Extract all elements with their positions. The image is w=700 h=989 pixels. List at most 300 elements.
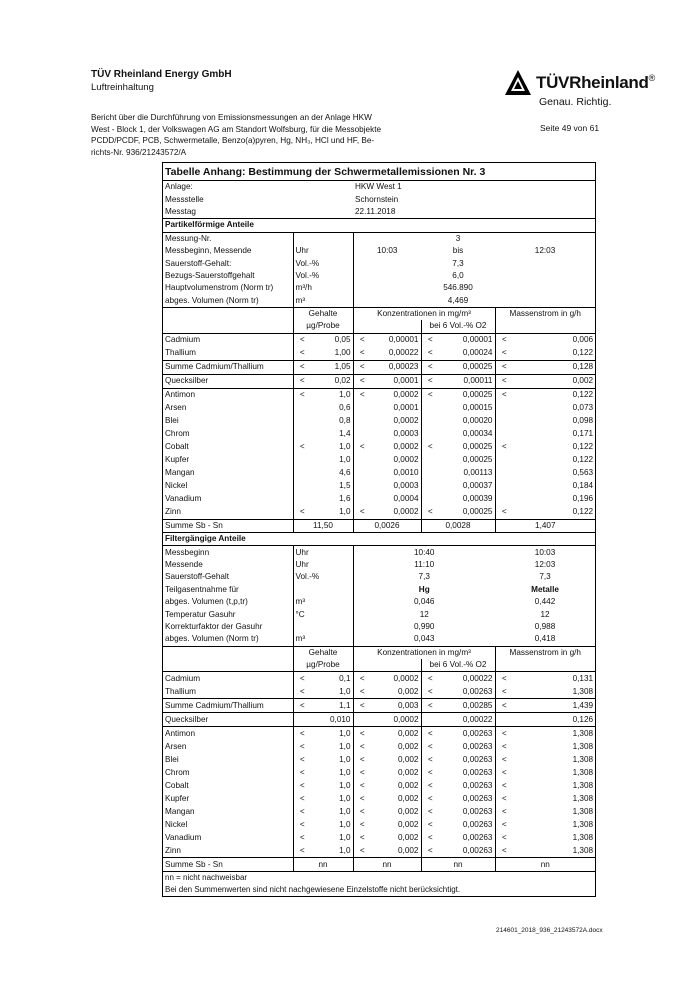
parameter-value-end bbox=[495, 295, 595, 308]
content-value: 1,0 bbox=[339, 455, 351, 465]
conc-ref-prefix: < bbox=[421, 818, 439, 831]
parameter-unit: Uhr bbox=[293, 559, 353, 571]
mass-prefix bbox=[495, 467, 513, 480]
substance-name: Quecksilber bbox=[163, 713, 293, 727]
content-value: 4,6 bbox=[339, 468, 351, 478]
table-row bbox=[163, 480, 595, 493]
conc-value: 0,002 bbox=[398, 819, 419, 829]
mass-value: 0,006 bbox=[513, 333, 595, 347]
conc-value: 0,0001 bbox=[371, 374, 421, 388]
sum-label: Summe Sb - Sn bbox=[163, 858, 293, 871]
content-value: 1,1 bbox=[311, 699, 353, 713]
conc-ref-value: 0,00015 bbox=[462, 403, 493, 413]
mass-value: 1,308 bbox=[572, 819, 594, 829]
parameter-row bbox=[163, 596, 595, 608]
substance-name: Zinn bbox=[165, 845, 181, 855]
substance-name: Blei bbox=[165, 754, 179, 764]
conc-value: 0,002 bbox=[398, 767, 419, 777]
table-row bbox=[163, 685, 595, 699]
sum-content: nn bbox=[293, 858, 353, 871]
mass-prefix bbox=[495, 480, 513, 493]
conc-prefix bbox=[353, 713, 371, 727]
conc-ref-prefix: < bbox=[421, 441, 439, 454]
parameter-value-metals: 0,988 bbox=[534, 622, 556, 631]
header-content: Gehalte bbox=[293, 307, 353, 320]
conc-value: 0,002 bbox=[398, 793, 419, 803]
triangle-logo-icon bbox=[503, 68, 533, 98]
conc-ref-prefix: < bbox=[421, 388, 439, 402]
conc-ref-prefix bbox=[421, 402, 439, 415]
info-value: 22.11.2018 bbox=[355, 206, 396, 216]
header-concentration: Konzentrationen in mg/m³ bbox=[353, 646, 495, 659]
conc-value: 0,002 bbox=[398, 832, 419, 842]
conc-value: 0,002 bbox=[371, 727, 421, 741]
conc-ref-prefix: < bbox=[421, 779, 439, 792]
note-row bbox=[163, 871, 595, 884]
content-prefix: < bbox=[293, 347, 311, 361]
parameter-row bbox=[163, 559, 595, 571]
parameter-value-start: 10:03 bbox=[353, 245, 421, 257]
column-header-row bbox=[163, 646, 595, 659]
content-value: 1,6 bbox=[339, 494, 351, 504]
substance-name: Thallium bbox=[165, 348, 196, 358]
info-value: HKW West 1 bbox=[355, 182, 402, 192]
substance-name: Vanadium bbox=[165, 832, 202, 842]
conc-ref-value: 0,00263 bbox=[439, 727, 495, 741]
conc-prefix: < bbox=[353, 347, 371, 361]
conc-ref-value: 0,00263 bbox=[462, 780, 493, 790]
mass-value: 0,122 bbox=[572, 455, 594, 465]
conc-value: 0,0003 bbox=[393, 481, 419, 491]
parameter-label: Messung-Nr. bbox=[165, 233, 212, 243]
mass-prefix: < bbox=[495, 792, 513, 805]
content-value: 1,0 bbox=[339, 793, 351, 803]
parameter-value: 7,3 bbox=[452, 258, 464, 268]
substance-name: Mangan bbox=[165, 468, 195, 478]
parameter-unit: m³ bbox=[293, 633, 353, 646]
conc-ref-prefix: < bbox=[421, 844, 439, 858]
parameter-value-hg: 7,3 bbox=[353, 571, 495, 583]
conc-prefix: < bbox=[353, 333, 371, 347]
parameter-row bbox=[163, 546, 595, 559]
conc-ref-value: 0,00024 bbox=[462, 348, 493, 358]
parameter-row bbox=[163, 282, 595, 294]
mass-prefix: < bbox=[495, 347, 513, 361]
substance-name: Blei bbox=[165, 416, 179, 426]
parameter-value: 4,469 bbox=[447, 295, 469, 305]
content-prefix bbox=[293, 402, 311, 415]
conc-ref-prefix bbox=[421, 428, 439, 441]
info-row bbox=[163, 181, 595, 194]
parameter-value-hg: 0,990 bbox=[353, 621, 495, 633]
column-header-row bbox=[163, 659, 595, 672]
conc-prefix: < bbox=[353, 831, 371, 844]
parameter-label: Sauerstoff-Gehalt bbox=[165, 572, 230, 582]
conc-ref-value: 0,00263 bbox=[462, 741, 493, 751]
table-row bbox=[163, 805, 595, 818]
mass-value: 0,131 bbox=[513, 672, 595, 686]
conc-value: 0,00001 bbox=[371, 333, 421, 347]
parameter-value-start bbox=[353, 270, 421, 282]
mass-value: 1,308 bbox=[572, 780, 594, 790]
logo-slogan: Genau. Richtig. bbox=[539, 96, 612, 108]
substance-name: Quecksilber bbox=[163, 374, 293, 388]
file-footer: 214601_2018_936_21243572A.docx bbox=[496, 927, 603, 934]
section-heading: Filtergängige Anteile bbox=[163, 533, 595, 546]
mass-value: 0,196 bbox=[572, 494, 594, 504]
substance-name: Nickel bbox=[165, 819, 188, 829]
substance-name: Cadmium bbox=[163, 672, 293, 686]
mass-prefix: < bbox=[495, 388, 513, 402]
parameter-unit bbox=[293, 232, 353, 245]
conc-prefix bbox=[353, 493, 371, 506]
mass-prefix: < bbox=[495, 699, 513, 713]
substance-name: Arsen bbox=[165, 403, 187, 413]
mass-prefix: < bbox=[495, 805, 513, 818]
conc-prefix bbox=[353, 415, 371, 428]
parameter-label: Sauerstoff-Gehalt: bbox=[165, 258, 232, 268]
parameter-label: Temperatur Gasuhr bbox=[165, 609, 236, 619]
parameter-value-metals: 10:03 bbox=[534, 547, 556, 557]
mass-value: 1,308 bbox=[572, 832, 594, 842]
conc-ref-prefix: < bbox=[421, 766, 439, 779]
parameter-label: Hauptvolumenstrom (Norm tr) bbox=[165, 283, 274, 293]
conc-ref-prefix bbox=[421, 415, 439, 428]
parameter-label: Messende bbox=[165, 560, 203, 570]
table-row bbox=[163, 753, 595, 766]
content-prefix: < bbox=[293, 672, 311, 686]
table-row bbox=[163, 467, 595, 480]
parameter-row bbox=[163, 633, 595, 646]
content-value: 0,05 bbox=[311, 333, 353, 347]
sum-mass: nn bbox=[495, 858, 595, 871]
report-line: West - Block 1, der Volkswagen AG am Standort Wolfsburg, für die Messobjekte bbox=[91, 124, 382, 134]
conc-value: 0,002 bbox=[398, 806, 419, 816]
content-prefix: < bbox=[293, 333, 311, 347]
conc-ref-value: 0,00034 bbox=[462, 429, 493, 439]
table-row bbox=[163, 844, 595, 858]
company-name: TÜV Rheinland Energy GmbH bbox=[91, 69, 232, 80]
content-prefix bbox=[293, 493, 311, 506]
parameter-value: 3 bbox=[455, 233, 461, 243]
note-row bbox=[163, 884, 595, 896]
parameter-label: abges. Volumen (t,p,tr) bbox=[165, 597, 248, 607]
conc-value: 0,0002 bbox=[393, 507, 419, 517]
conc-ref-value: 0,00025 bbox=[462, 442, 493, 452]
mass-value: 1,308 bbox=[572, 793, 594, 803]
header-blank bbox=[163, 307, 293, 320]
conc-ref-value: 0,00011 bbox=[439, 374, 495, 388]
parameter-value-end bbox=[495, 257, 595, 269]
substance-name: Cadmium bbox=[163, 333, 293, 347]
mass-value: 0,122 bbox=[572, 348, 594, 358]
content-value: 0,010 bbox=[311, 713, 353, 727]
table-row bbox=[163, 766, 595, 779]
parameter-row bbox=[163, 571, 595, 583]
header-content-unit: µg/Probe bbox=[293, 659, 353, 672]
conc-value: 0,0002 bbox=[393, 455, 419, 465]
table-row bbox=[163, 441, 595, 454]
content-prefix: < bbox=[293, 740, 311, 753]
sum-conc-ref: 0,0028 bbox=[421, 519, 495, 532]
header-concentration-ref: bei 6 Vol.-% O2 bbox=[421, 320, 495, 333]
parameter-row bbox=[163, 257, 595, 269]
parameter-value-metals: Metalle bbox=[531, 584, 559, 594]
substance-name: Summe Cadmium/Thallium bbox=[163, 699, 293, 713]
section-heading-row bbox=[163, 533, 595, 546]
content-value: 0,8 bbox=[339, 416, 351, 426]
conc-prefix bbox=[353, 428, 371, 441]
conc-ref-prefix: < bbox=[421, 727, 439, 741]
logo-brand: TÜVRheinland® bbox=[536, 73, 655, 92]
parameter-unit: m³ bbox=[293, 295, 353, 308]
parameter-label: Messbeginn, Messende bbox=[165, 246, 252, 256]
parameter-value-hg: 10:40 bbox=[353, 546, 495, 559]
parameter-unit bbox=[293, 621, 353, 633]
mass-prefix bbox=[495, 493, 513, 506]
conc-prefix bbox=[353, 467, 371, 480]
conc-prefix: < bbox=[353, 779, 371, 792]
table-row bbox=[163, 374, 595, 388]
substance-name: Summe Cadmium/Thallium bbox=[163, 360, 293, 374]
content-prefix: < bbox=[293, 818, 311, 831]
conc-prefix bbox=[353, 454, 371, 467]
parameter-value-metals: 0,418 bbox=[534, 634, 556, 644]
conc-ref-prefix: < bbox=[421, 740, 439, 753]
header-concentration-ref: bei 6 Vol.-% O2 bbox=[421, 659, 495, 672]
mass-prefix: < bbox=[495, 844, 513, 858]
content-prefix: < bbox=[293, 727, 311, 741]
conc-ref-value: 0,00263 bbox=[462, 754, 493, 764]
column-header-row bbox=[163, 307, 595, 320]
conc-ref-value: 0,00022 bbox=[439, 713, 495, 727]
conc-ref-prefix: < bbox=[421, 792, 439, 805]
content-value: 1,0 bbox=[339, 806, 351, 816]
mass-value: 1,308 bbox=[572, 754, 594, 764]
sum-conc-ref: nn bbox=[421, 858, 495, 871]
content-value: 1,0 bbox=[339, 767, 351, 777]
parameter-value-end bbox=[495, 232, 595, 245]
parameter-row bbox=[163, 232, 595, 245]
conc-ref-prefix: < bbox=[421, 753, 439, 766]
table-row bbox=[163, 333, 595, 347]
sum-content: 11,50 bbox=[293, 519, 353, 532]
mass-prefix: < bbox=[495, 766, 513, 779]
mass-value: 0,128 bbox=[513, 360, 595, 374]
table-row bbox=[163, 699, 595, 713]
conc-ref-value: 0,00263 bbox=[462, 845, 493, 855]
parameter-value-metals: 7,3 bbox=[539, 572, 551, 582]
content-value: 1,0 bbox=[339, 442, 351, 452]
conc-value: 0,0002 bbox=[393, 416, 419, 426]
conc-value: 0,002 bbox=[398, 686, 419, 696]
content-prefix: < bbox=[293, 805, 311, 818]
conc-value: 0,0004 bbox=[393, 494, 419, 504]
report-description bbox=[91, 112, 451, 158]
table-title: Tabelle Anhang: Bestimmung der Schwermetallemissionen Nr. 3 bbox=[163, 163, 595, 181]
results-table bbox=[163, 163, 595, 896]
content-prefix bbox=[293, 480, 311, 493]
conc-ref-prefix bbox=[421, 454, 439, 467]
parameter-unit bbox=[293, 584, 353, 596]
table-row bbox=[163, 506, 595, 520]
content-value: 1,0 bbox=[339, 819, 351, 829]
sum-row bbox=[163, 519, 595, 532]
conc-ref-prefix bbox=[421, 467, 439, 480]
report-line: richts-Nr. 936/21243572/A bbox=[91, 147, 187, 157]
sum-mass: 1,407 bbox=[495, 519, 595, 532]
substance-name: Cobalt bbox=[165, 442, 189, 452]
conc-ref-value: 0,00025 bbox=[439, 360, 495, 374]
header-blank bbox=[163, 646, 293, 659]
content-prefix: < bbox=[293, 766, 311, 779]
header-blank bbox=[353, 659, 421, 672]
conc-ref-value: 0,00025 bbox=[462, 507, 493, 517]
parameter-value-hg: 0,043 bbox=[353, 633, 495, 646]
mass-value: 0,002 bbox=[513, 374, 595, 388]
conc-ref-value: 0,00113 bbox=[463, 468, 493, 478]
section-heading-row bbox=[163, 219, 595, 232]
content-value: 1,0 bbox=[339, 741, 351, 751]
mass-prefix: < bbox=[495, 374, 513, 388]
parameter-value: bis bbox=[452, 246, 464, 256]
parameter-row bbox=[163, 245, 595, 257]
conc-value: 0,0001 bbox=[393, 403, 419, 413]
content-value: 0,6 bbox=[339, 403, 351, 413]
content-value: 0,1 bbox=[311, 672, 353, 686]
table-row bbox=[163, 415, 595, 428]
conc-ref-prefix: < bbox=[421, 831, 439, 844]
parameter-unit: °C bbox=[293, 608, 353, 620]
table-row bbox=[163, 360, 595, 374]
conc-prefix: < bbox=[353, 360, 371, 374]
conc-ref-value: 0,00020 bbox=[462, 416, 493, 426]
conc-prefix: < bbox=[353, 374, 371, 388]
conc-ref-value: 0,00263 bbox=[462, 793, 493, 803]
conc-prefix: < bbox=[353, 753, 371, 766]
content-value: 1,0 bbox=[311, 727, 353, 741]
conc-value: 0,002 bbox=[398, 741, 419, 751]
conc-value: 0,0010 bbox=[393, 468, 419, 478]
conc-value: 0,00023 bbox=[371, 360, 421, 374]
table-row bbox=[163, 818, 595, 831]
parameter-unit: Uhr bbox=[293, 546, 353, 559]
content-value: 1,5 bbox=[339, 481, 351, 491]
parameter-value-hg: Hg bbox=[353, 584, 495, 596]
substance-name: Nickel bbox=[165, 481, 188, 491]
conc-ref-prefix bbox=[421, 480, 439, 493]
header-mass-flow: Massenstrom in g/h bbox=[495, 646, 595, 659]
parameter-label: abges. Volumen (Norm tr) bbox=[165, 634, 259, 644]
parameter-row bbox=[163, 621, 595, 633]
content-value: 1,0 bbox=[339, 845, 351, 855]
parameter-label: abges. Volumen (Norm tr) bbox=[165, 295, 259, 305]
conc-value: 0,0003 bbox=[393, 429, 419, 439]
table-row bbox=[163, 347, 595, 361]
table-row bbox=[163, 402, 595, 415]
mass-value: 0,122 bbox=[572, 442, 594, 452]
parameter-unit: Vol.-% bbox=[293, 257, 353, 269]
info-row bbox=[163, 193, 595, 205]
mass-prefix: < bbox=[495, 818, 513, 831]
mass-prefix: < bbox=[495, 685, 513, 699]
conc-ref-prefix: < bbox=[421, 805, 439, 818]
mass-prefix: < bbox=[495, 672, 513, 686]
conc-ref-prefix bbox=[421, 713, 439, 727]
parameter-value: 546.890 bbox=[443, 283, 473, 293]
conc-prefix bbox=[353, 480, 371, 493]
conc-value: 0,002 bbox=[398, 780, 419, 790]
conc-ref-prefix: < bbox=[421, 506, 439, 520]
content-value: 1,0 bbox=[339, 832, 351, 842]
sum-label: Summe Sb - Sn bbox=[163, 519, 293, 532]
content-value: 1,0 bbox=[311, 388, 353, 402]
content-value: 0,02 bbox=[311, 374, 353, 388]
substance-name: Mangan bbox=[165, 806, 195, 816]
conc-ref-prefix: < bbox=[421, 685, 439, 699]
report-line: Bericht über die Durchführung von Emissionsmessungen an der Anlage HKW bbox=[91, 113, 372, 122]
conc-value: 0,0002 bbox=[393, 442, 419, 452]
table-title-row bbox=[163, 163, 595, 181]
conc-value: 0,00022 bbox=[388, 348, 419, 358]
conc-prefix: < bbox=[353, 844, 371, 858]
mass-prefix bbox=[495, 415, 513, 428]
mass-prefix: < bbox=[495, 779, 513, 792]
heavy-metal-table bbox=[162, 162, 596, 897]
mass-value: 0,184 bbox=[572, 481, 594, 491]
header-blank bbox=[495, 659, 595, 672]
parameter-value-start bbox=[353, 282, 421, 294]
conc-ref-value: 0,00037 bbox=[462, 481, 493, 491]
mass-value: 1,308 bbox=[572, 686, 594, 696]
conc-value: 0,003 bbox=[371, 699, 421, 713]
content-value: 1,05 bbox=[311, 360, 353, 374]
sum-conc: nn bbox=[353, 858, 421, 871]
content-value: 1,4 bbox=[339, 429, 351, 439]
table-row bbox=[163, 831, 595, 844]
parameter-label: Bezugs-Sauerstoffgehalt bbox=[165, 270, 255, 280]
mass-prefix bbox=[495, 428, 513, 441]
header-concentration: Konzentrationen in mg/m³ bbox=[353, 307, 495, 320]
parameter-label: Korrekturfaktor der Gasuhr bbox=[165, 622, 263, 631]
parameter-value-metals: 12:03 bbox=[534, 560, 556, 570]
mass-prefix: < bbox=[495, 831, 513, 844]
mass-prefix: < bbox=[495, 727, 513, 741]
info-label: Messtag bbox=[165, 206, 196, 216]
conc-prefix: < bbox=[353, 805, 371, 818]
content-prefix: < bbox=[293, 388, 311, 402]
content-prefix: < bbox=[293, 506, 311, 520]
column-header-row bbox=[163, 320, 595, 333]
substance-name: Kupfer bbox=[165, 455, 190, 465]
content-prefix: < bbox=[293, 374, 311, 388]
table-row bbox=[163, 672, 595, 686]
header-blank bbox=[353, 320, 421, 333]
mass-prefix: < bbox=[495, 753, 513, 766]
conc-ref-value: 0,00263 bbox=[462, 806, 493, 816]
conc-value: 0,002 bbox=[398, 754, 419, 764]
mass-value: 1,439 bbox=[513, 699, 595, 713]
substance-name: Vanadium bbox=[165, 494, 202, 504]
table-row bbox=[163, 713, 595, 727]
conc-ref-value: 0,00001 bbox=[439, 333, 495, 347]
mass-value: 0,171 bbox=[572, 429, 594, 439]
conc-ref-value: 0,00263 bbox=[462, 686, 493, 696]
parameter-value-start bbox=[353, 295, 421, 308]
conc-ref-value: 0,00285 bbox=[439, 699, 495, 713]
parameter-label: Messbeginn bbox=[165, 547, 210, 557]
parameter-value-start bbox=[353, 257, 421, 269]
